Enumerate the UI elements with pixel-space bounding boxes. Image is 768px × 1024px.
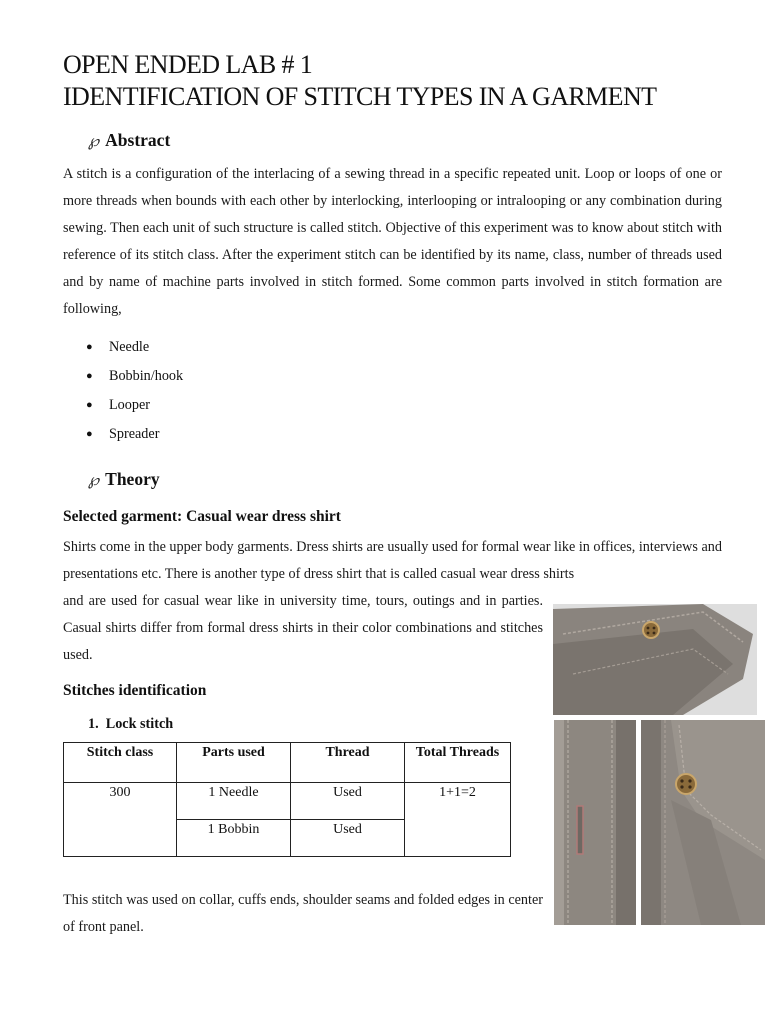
stitches-heading: Stitches identification xyxy=(63,682,207,699)
theory-paragraph-continued: and are used for casual wear like in university time, tours, outings and in parties. Casual shirts differ from formal dress shirts in their color combinations and stitches used. xyxy=(63,593,543,663)
table-cell: 1 Needle xyxy=(177,783,291,820)
collar-photo xyxy=(553,604,757,715)
theory-heading xyxy=(88,469,160,490)
table-cell: 300 xyxy=(64,783,177,857)
garment-heading: Selected garment: Casual wear dress shirt xyxy=(63,508,341,525)
lab-subtitle: IDENTIFICATION OF STITCH TYPES IN A GARMENT xyxy=(63,82,657,111)
table-cell: 1 Bobbin xyxy=(177,820,291,857)
table-cell: Used xyxy=(291,820,405,857)
cuff-photo xyxy=(641,720,765,925)
table-header-row xyxy=(64,743,511,783)
usage-paragraph: This stitch was used on collar, cuffs ends, shoulder seams and folded edges in center of front panel. xyxy=(63,892,543,935)
table-header: Stitch class xyxy=(64,743,177,783)
list-item: ● Looper xyxy=(86,397,150,413)
list-item: ● Bobbin/hook xyxy=(86,368,184,384)
abstract-heading xyxy=(88,130,170,151)
section-bullet-icon: ℘ xyxy=(88,471,100,489)
lock-stitch-item: 1. Lock stitch xyxy=(88,716,174,732)
section-bullet-icon: ℘ xyxy=(88,132,100,150)
theory-heading-text: Theory xyxy=(105,469,160,489)
table-header: Thread xyxy=(291,743,405,783)
stitch-table xyxy=(63,742,511,857)
parts-list xyxy=(86,333,183,449)
list-item: ● Needle xyxy=(86,339,150,355)
placket-photo xyxy=(554,720,636,925)
abstract-paragraph: A stitch is a configuration of the interlacing of a sewing thread in a specific repeated unit. Loop or loops of one or more threads when bounds with each other by interlocking, interlooping or intralooping or any combination during sewing. Then each unit of such structure is called stitch. Objective of this experiment was to know about stitch with reference of its stitch class. After the experiment stitch can be identified by its name, class, number of threads used and by name of machine parts involved in stitch formed. Some common parts involved in stitch formation are following, xyxy=(63,166,722,317)
table-header: Parts used xyxy=(177,743,291,783)
table-header: Total Threads xyxy=(405,743,511,783)
lab-title: OPEN ENDED LAB # 1 xyxy=(63,50,313,79)
abstract-heading-text: Abstract xyxy=(105,130,171,150)
theory-paragraph: Shirts come in the upper body garments. Dress shirts are usually used for formal wear like in offices, interviews and presentations etc. There is another type of dress shirt that is called casual wear dress shirts xyxy=(63,539,722,582)
list-item: ● Spreader xyxy=(86,426,160,442)
table-cell: Used xyxy=(291,783,405,820)
table-cell: 1+1=2 xyxy=(405,783,511,857)
table-row xyxy=(64,783,511,820)
